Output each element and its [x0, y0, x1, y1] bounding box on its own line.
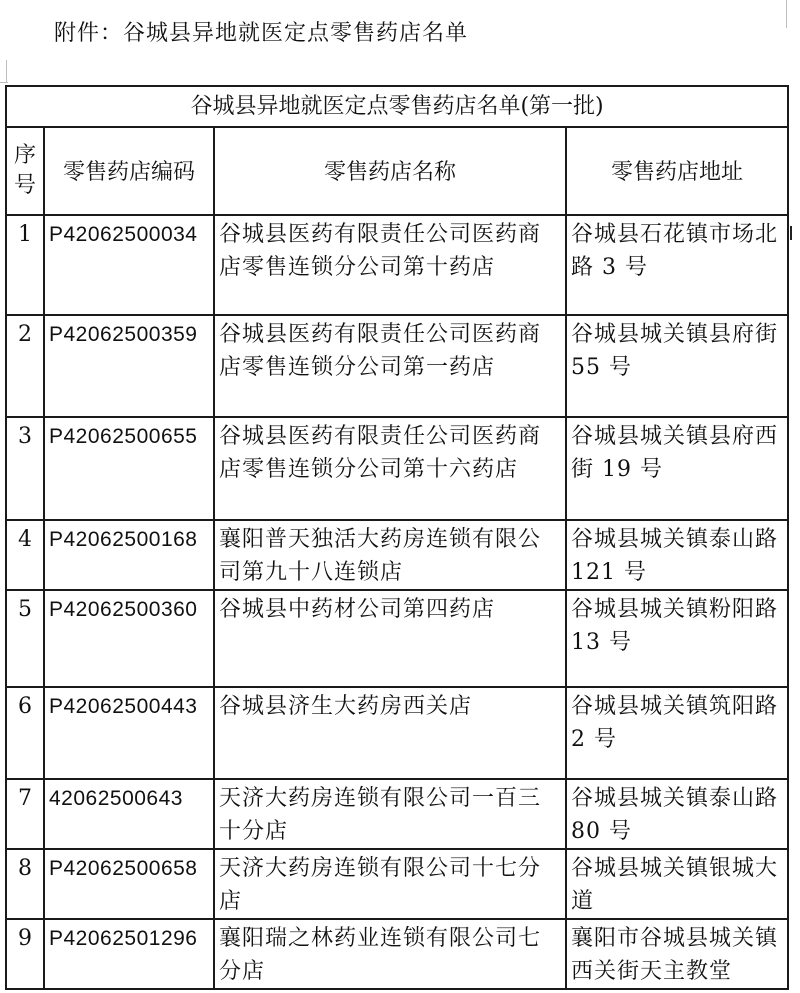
row-address: 谷城县城关镇泰山路 80 号 [566, 779, 788, 849]
row-seq: 3 [6, 417, 44, 520]
row-code: P42062500658 [44, 849, 214, 919]
row-seq: 2 [6, 315, 44, 417]
table-row [6, 315, 788, 417]
row-address: 谷城县城关镇县府街 55 号 [566, 315, 788, 417]
header-code: 零售药店编码 [44, 127, 214, 215]
table-caption: 谷城县异地就医定点零售药店名单(第一批) [6, 86, 788, 127]
row-seq: 1 [6, 215, 44, 315]
row-address: 谷城县石花镇市场北路 3 号 [566, 215, 788, 315]
header-seq-label: 序号 [13, 143, 36, 198]
row-name: 天济大药房连锁有限公司一百三十分店 [214, 779, 566, 849]
row-code: P42062500034 [44, 215, 214, 315]
attachment-title: 附件：谷城县异地就医定点零售药店名单 [54, 21, 469, 46]
table-row [6, 779, 788, 849]
table-row [6, 590, 788, 687]
row-address: 谷城县城关镇粉阳路 13 号 [566, 590, 788, 687]
row-seq: 4 [6, 520, 44, 590]
row-name: 谷城县济生大药房西关店 [214, 687, 566, 779]
header-address: 零售药店地址 [566, 127, 788, 215]
row-address: 谷城县城关镇县府西街 19 号 [566, 417, 788, 520]
table-header-row [6, 127, 788, 215]
row-code: P42062500443 [44, 687, 214, 779]
row-seq: 5 [6, 590, 44, 687]
page-corner-mark [0, 82, 8, 83]
row-code: P42062500359 [44, 315, 214, 417]
row-code: P42062500360 [44, 590, 214, 687]
row-name: 谷城县中药材公司第四药店 [214, 590, 566, 687]
row-code: P42062500168 [44, 520, 214, 590]
pharmacy-list-table [5, 85, 789, 990]
table-row [6, 849, 788, 919]
page-corner-mark [6, 60, 7, 82]
table-caption-row [6, 86, 788, 127]
row-name: 襄阳瑞之林药业连锁有限公司七分店 [214, 919, 566, 989]
page-corner-mark [786, 0, 787, 28]
row-code: P42062500655 [44, 417, 214, 520]
header-name: 零售药店名称 [214, 127, 566, 215]
row-name: 谷城县医药有限责任公司医药商店零售连锁分公司第一药店 [214, 315, 566, 417]
row-code: P42062501296 [44, 919, 214, 989]
text-cursor [790, 226, 792, 240]
table-row [6, 520, 788, 590]
row-name: 襄阳普天独活大药房连锁有限公司第九十八连锁店 [214, 520, 566, 590]
row-name: 天济大药房连锁有限公司十七分店 [214, 849, 566, 919]
row-seq: 9 [6, 919, 44, 989]
row-address: 谷城县城关镇泰山路 121 号 [566, 520, 788, 590]
row-address: 襄阳市谷城县城关镇西关街天主教堂 [566, 919, 788, 989]
row-seq: 6 [6, 687, 44, 779]
row-address: 谷城县城关镇银城大道 [566, 849, 788, 919]
row-code: 42062500643 [44, 779, 214, 849]
row-name: 谷城县医药有限责任公司医药商店零售连锁分公司第十六药店 [214, 417, 566, 520]
header-seq [6, 127, 44, 215]
table-row [6, 417, 788, 520]
row-address: 谷城县城关镇筑阳路 2 号 [566, 687, 788, 779]
row-name: 谷城县医药有限责任公司医药商店零售连锁分公司第十药店 [214, 215, 566, 315]
table-row [6, 687, 788, 779]
row-seq: 7 [6, 779, 44, 849]
table-row [6, 919, 788, 989]
row-seq: 8 [6, 849, 44, 919]
table-row [6, 215, 788, 315]
